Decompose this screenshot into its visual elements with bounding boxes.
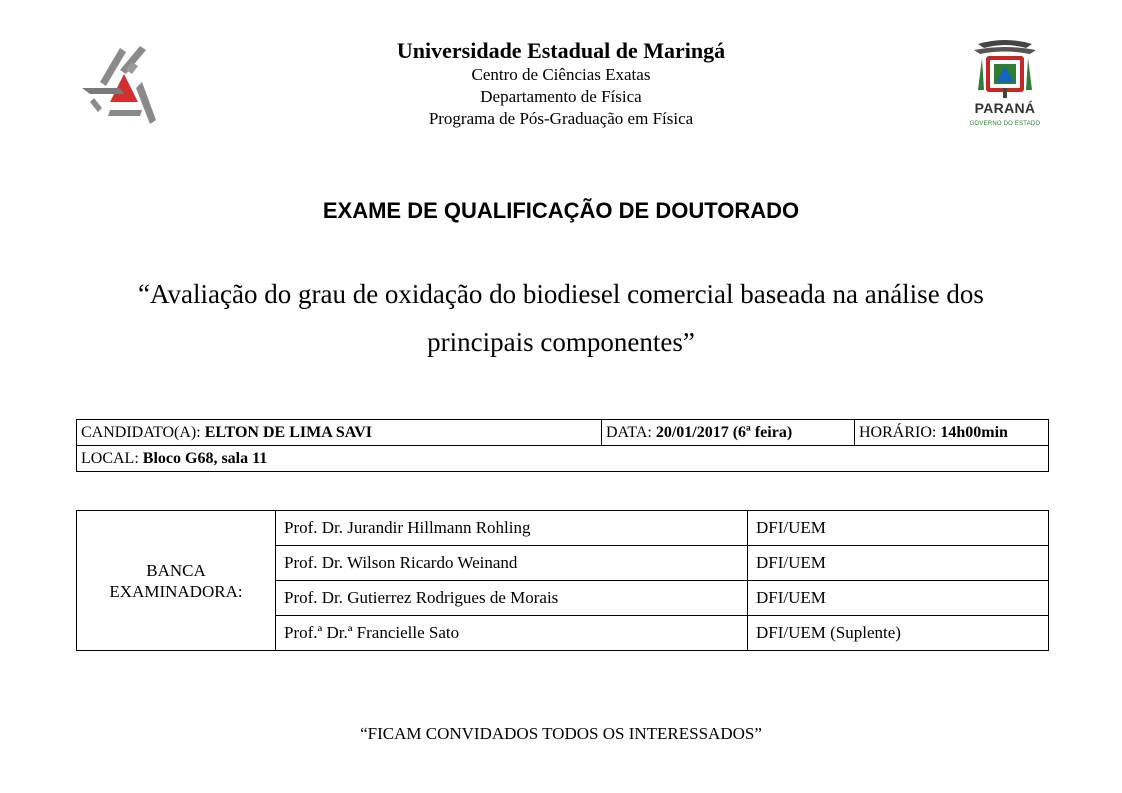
board-label xyxy=(77,511,276,651)
board-member-row xyxy=(77,511,1049,546)
board-member-name: Prof. Dr. Gutierrez Rodrigues de Morais xyxy=(276,581,748,616)
exam-title: EXAME DE QUALIFICAÇÃO DE DOUTORADO xyxy=(322,198,800,223)
parana-sub-text: GOVERNO DO ESTADO xyxy=(969,121,1041,127)
board-label-line-1: BANCA xyxy=(146,560,206,580)
board-member-affiliation: DFI/UEM xyxy=(748,511,1049,546)
thesis-title-line-1: “Avaliação do grau de oxidação do biodiesel comercial baseada na análise dos xyxy=(138,279,984,309)
board-member-name: Prof. Dr. Jurandir Hillmann Rohling xyxy=(276,511,748,546)
program-name: Programa de Pós-Graduação em Física xyxy=(428,109,694,128)
thesis-title xyxy=(90,270,1032,366)
university-name: Universidade Estadual de Maringá xyxy=(396,38,726,63)
board-label-line-2: EXAMINADORA: xyxy=(109,581,243,601)
info-row-main xyxy=(77,420,1049,446)
candidate-value: ELTON DE LIMA SAVI xyxy=(204,423,373,441)
center-name: Centro de Ciências Exatas xyxy=(471,65,651,84)
parana-coat-of-arms-icon xyxy=(964,38,1046,100)
date-value: 20/01/2017 (6ª feira) xyxy=(655,423,793,441)
board-member-affiliation: DFI/UEM (Suplente) xyxy=(748,616,1049,651)
date-label: DATA: xyxy=(606,423,652,441)
board-member-name: Prof.ª Dr.ª Francielle Sato xyxy=(276,616,748,651)
parana-brand-text: PARANÁ xyxy=(974,100,1036,116)
location-label: LOCAL: xyxy=(81,449,139,467)
thesis-title-line-2: principais componentes” xyxy=(427,327,695,357)
invitation-footer: “FICAM CONVIDADOS TODOS OS INTERESSADOS” xyxy=(360,724,762,743)
location-cell xyxy=(77,446,1049,472)
time-label: HORÁRIO: xyxy=(859,423,937,441)
location-value: Bloco G68, sala 11 xyxy=(142,449,268,467)
board-member-affiliation: DFI/UEM xyxy=(748,581,1049,616)
time-value: 14h00min xyxy=(940,423,1008,441)
info-row-location xyxy=(77,446,1049,472)
board-member-affiliation: DFI/UEM xyxy=(748,546,1049,581)
department-name: Departamento de Física xyxy=(480,87,642,106)
institution-header xyxy=(0,38,1122,130)
examining-board-table xyxy=(76,510,1049,651)
time-cell xyxy=(855,420,1049,446)
parana-logo xyxy=(964,38,1046,130)
date-cell xyxy=(602,420,855,446)
board-member-name: Prof. Dr. Wilson Ricardo Weinand xyxy=(276,546,748,581)
candidate-cell xyxy=(77,420,602,446)
candidate-label: CANDIDATO(A): xyxy=(81,423,201,441)
exam-info-table xyxy=(76,419,1049,472)
